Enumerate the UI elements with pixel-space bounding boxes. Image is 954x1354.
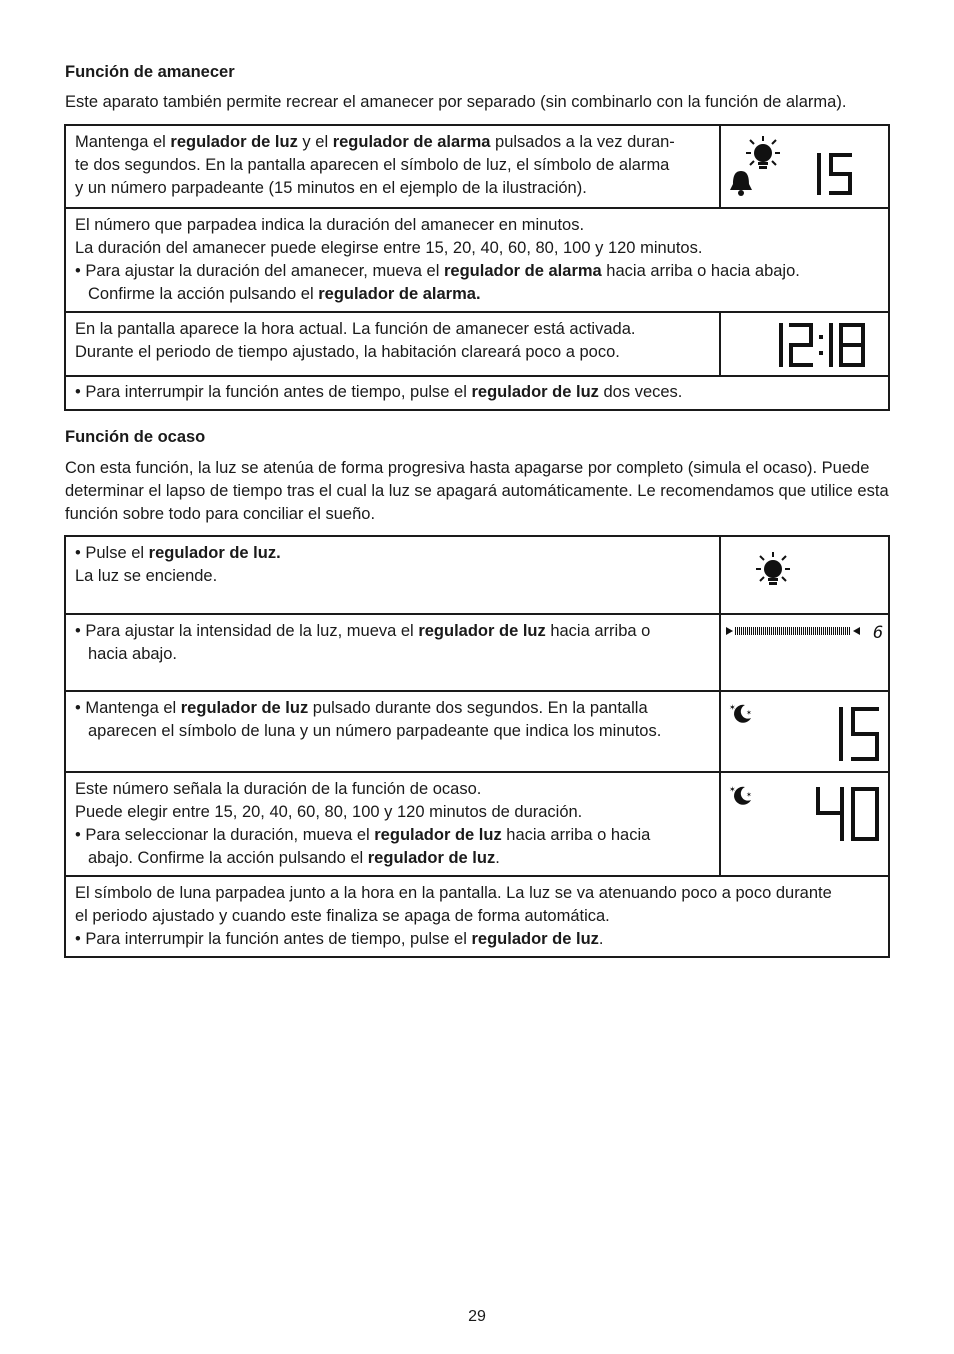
level-ticks (735, 627, 850, 635)
level-tick (765, 627, 766, 635)
level-tick (797, 627, 798, 635)
lcd-display (720, 691, 889, 772)
level-tick (793, 627, 794, 635)
level-tick (791, 627, 792, 635)
level-tick (821, 627, 822, 635)
light-bulb-icon (746, 136, 780, 169)
instruction-cell: • Para interrumpir la función antes de tiempo, pulse el regulador de luz dos veces. (65, 376, 889, 410)
light-bulb-icon (756, 552, 790, 585)
lcd-display (720, 772, 889, 876)
level-tick (775, 627, 776, 635)
lcd-digits-time (779, 323, 865, 367)
lcd-digits-15 (839, 707, 879, 761)
table-row (65, 614, 889, 691)
table-row (65, 125, 889, 208)
level-tick (753, 627, 754, 635)
instruction-cell: El símbolo de luna parpadea junto a la hora en la pantalla. La luz se va atenuando poco a poco durante el periodo ajustado y cuando este finaliza se apaga de forma automática. • Para interrumpir la función antes de tiempo, pulse el regulador de luz. (65, 876, 889, 957)
level-tick (789, 627, 790, 635)
instruction-cell: • Pulse el regulador de luz. La luz se enciende. (65, 536, 720, 614)
instruction-cell: El número que parpadea indica la duración del amanecer en minutos. La duración del amanecer puede elegirse entre 15, 20, 40, 60, 80, 100 y 120 minutos. • Para ajustar la duración del amanecer, mueva el regulador de alarma hacia arriba o hacia abajo. Confirme la acción pulsando el regulador de alarma. (65, 208, 889, 312)
display-number: 15 (721, 692, 723, 693)
level-tick (737, 627, 738, 635)
level-tick (807, 627, 808, 635)
level-value: 6 (873, 623, 884, 643)
level-tick (805, 627, 806, 635)
level-tick (749, 627, 750, 635)
svg-text:✶: ✶ (746, 710, 752, 717)
display-time: 12:18 (721, 313, 724, 314)
section-intro-sunrise: Este aparato también permite recrear el amanecer por separado (sin combinarlo con la función de alarma). (65, 93, 847, 111)
lcd-digits-15 (817, 153, 852, 195)
level-tick (745, 627, 746, 635)
svg-text:✶: ✶ (729, 703, 736, 712)
instruction-cell: • Para ajustar la intensidad de la luz, mueva el regulador de luz hacia arriba o hacia abajo. (65, 614, 720, 691)
level-tick (823, 627, 824, 635)
instruction-cell: Mantenga el regulador de luz y el regulador de alarma pulsados a la vez duran- te dos segundos. En la pantalla aparecen el símbolo de luz, el símbolo de alarma y un número parpadeante (15 minutos en el ejemplo de la ilustración). (65, 125, 720, 208)
section-title-sunset: Función de ocaso (65, 428, 206, 446)
level-tick (751, 627, 752, 635)
table-row (65, 876, 889, 957)
table-row (65, 208, 889, 312)
level-tick (845, 627, 846, 635)
display-number: 15 (721, 126, 723, 127)
lcd-display (720, 536, 889, 614)
level-tick (849, 627, 850, 635)
svg-text:✶: ✶ (729, 785, 736, 794)
section-intro-sunset: Con esta función, la luz se atenúa de forma progresiva hasta apagarse por completo (simula el ocaso). Puede determinar el lapso de tiempo tras el cual la luz se apagará automáticamente. Le recomendamos que utilice esta función sobre todo para conciliar el sueño. (65, 459, 889, 523)
level-tick (833, 627, 834, 635)
level-tick (785, 627, 786, 635)
level-tick (819, 627, 820, 635)
lcd-digits-40 (816, 787, 879, 841)
level-tick (795, 627, 796, 635)
display-number: 40 (721, 773, 723, 774)
level-tick (803, 627, 804, 635)
level-tick (787, 627, 788, 635)
level-tick (761, 627, 762, 635)
light-level-bar (726, 627, 860, 635)
level-tick (773, 627, 774, 635)
moon-stars-icon (729, 703, 752, 723)
level-tick (799, 627, 800, 635)
level-tick (743, 627, 744, 635)
moon-stars-icon (729, 785, 752, 805)
alarm-bell-icon (730, 171, 752, 196)
table-row (65, 312, 889, 376)
level-tick (741, 627, 742, 635)
lcd-display (720, 614, 889, 691)
level-tick (837, 627, 838, 635)
section-title-sunrise: Función de amanecer (65, 63, 235, 81)
table-row (65, 691, 889, 772)
level-tick (831, 627, 832, 635)
level-tick (813, 627, 814, 635)
level-tick (739, 627, 740, 635)
level-tick (835, 627, 836, 635)
level-tick (757, 627, 758, 635)
level-tick (763, 627, 764, 635)
level-tick (847, 627, 848, 635)
page-number: 29 (468, 1308, 486, 1325)
level-tick (829, 627, 830, 635)
sunrise-steps-table (64, 124, 890, 411)
level-tick (777, 627, 778, 635)
svg-text:✶: ✶ (746, 792, 752, 799)
level-tick (769, 627, 770, 635)
level-tick (841, 627, 842, 635)
level-tick (735, 627, 736, 635)
level-tick (811, 627, 812, 635)
table-row (65, 376, 889, 410)
instruction-cell: En la pantalla aparece la hora actual. La función de amanecer está activada. Durante el periodo de tiempo ajustado, la habitación clareará poco a poco. (65, 312, 720, 376)
level-tick (771, 627, 772, 635)
level-tick (747, 627, 748, 635)
table-row (65, 772, 889, 876)
level-tick (801, 627, 802, 635)
level-tick (767, 627, 768, 635)
instruction-cell: Este número señala la duración de la función de ocaso. Puede elegir entre 15, 20, 40, 60, 80, 100 y 120 minutos de duración. • Para seleccionar la duración, mueva el regulador de luz hacia arriba o hacia abajo. Confirme la acción pulsando el regulador de luz. (65, 772, 720, 876)
level-tick (817, 627, 818, 635)
level-tick (809, 627, 810, 635)
level-tick (781, 627, 782, 635)
level-tick (759, 627, 760, 635)
level-tick (843, 627, 844, 635)
level-tick (825, 627, 826, 635)
table-row (65, 536, 889, 614)
level-tick (755, 627, 756, 635)
instruction-cell: • Mantenga el regulador de luz pulsado durante dos segundos. En la pantalla aparecen el símbolo de luna y un número parpadeante que indica los minutos. (65, 691, 720, 772)
lcd-display (720, 125, 889, 208)
level-tick (815, 627, 816, 635)
level-tick (839, 627, 840, 635)
level-tick (827, 627, 828, 635)
level-tick (783, 627, 784, 635)
level-tick (779, 627, 780, 635)
sunset-steps-table (64, 535, 890, 958)
lcd-display (720, 312, 889, 376)
